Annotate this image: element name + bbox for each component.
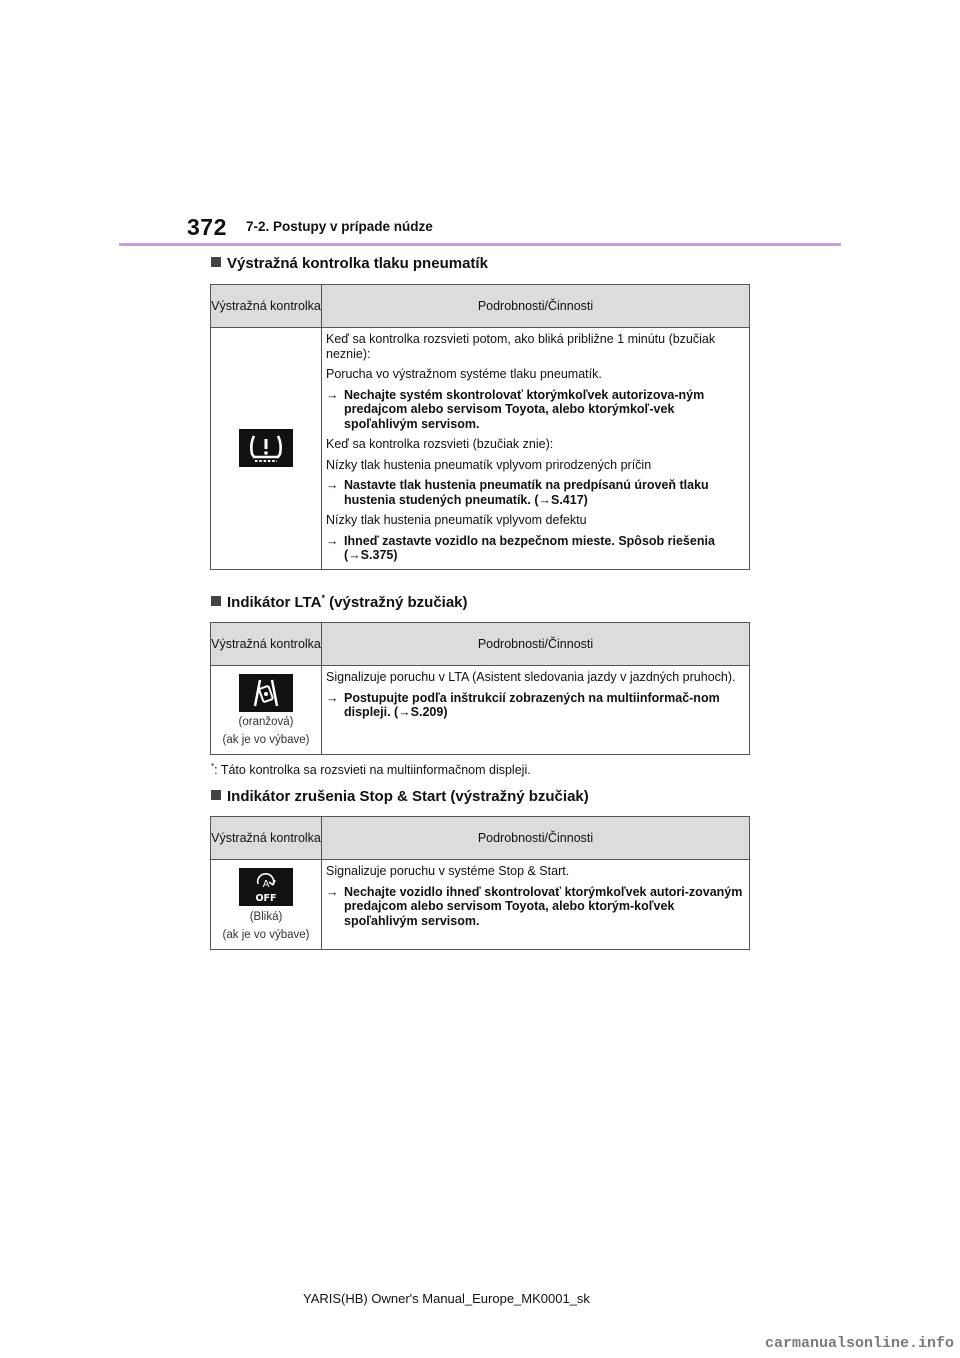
details-cell [322, 328, 750, 570]
lane-tracing-assist-icon [239, 674, 293, 712]
page-number: 372 [187, 214, 227, 240]
detail-text: Keď sa kontrolka rozsvieti potom, ako bliká približne 1 minútu (bzučiak neznie): [326, 332, 716, 361]
detail-text: Keď sa kontrolka rozsvieti (bzučiak znie): [326, 437, 554, 451]
table-tire-pressure [210, 284, 750, 570]
table-stop-start [210, 816, 750, 950]
header-warning-light: Výstražná kontrolka [211, 623, 322, 666]
table-row [211, 328, 750, 570]
footer-document-id: YARIS(HB) Owner's Manual_Europe_MK0001_sk [303, 1291, 590, 1306]
icon-cell [211, 666, 322, 755]
arrow-icon: → [326, 478, 339, 492]
arrow-icon: → [326, 387, 339, 402]
header-warning-light: Výstražná kontrolka [211, 817, 322, 860]
watermark: carmanualsonline.info [764, 1335, 954, 1352]
header-rule [119, 243, 841, 246]
table-header-row [211, 623, 750, 666]
stop-start-letter: A [262, 879, 270, 890]
detail-text: Nízky tlak hustenia pneumatík vplyvom prirodzených príčin [326, 457, 652, 472]
icon-caption-state: (Bliká) [249, 911, 283, 923]
detail-text: Signalizuje poruchu v LTA (Asistent sledovania jazdy v jazdných pruhoch). [326, 670, 736, 684]
detail-action: → Nechajte systém skontrolovať ktorýmkoľvek autorizova-ným predajcom alebo servisom Toyota, alebo ktorýmkoľ-vek spoľahlivým servisom. [326, 387, 705, 431]
header-details: Podrobnosti/Činnosti [322, 623, 750, 666]
icon-caption-color: (oranžová) [238, 716, 294, 728]
table-row [211, 666, 750, 755]
stop-start-off-icon [239, 868, 293, 906]
header-warning-light: Výstražná kontrolka [211, 285, 322, 328]
arrow-icon: → [326, 884, 339, 899]
table-header-row [211, 817, 750, 860]
detail-action: → Postupujte podľa inštrukcií zobrazených na multiinformač-nom displeji. (→S.209) [326, 690, 720, 719]
header-details: Podrobnosti/Činnosti [322, 285, 750, 328]
stop-start-off-label: OFF [255, 893, 277, 904]
detail-action: → Ihneď zastavte vozidlo na bezpečnom mieste. Spôsob riešenia (→S.375) [326, 533, 715, 562]
table-lta [210, 622, 750, 755]
icon-caption-equipment: (ak je vo výbave) [222, 929, 310, 941]
icon-cell [211, 328, 322, 570]
details-cell [322, 860, 750, 950]
tire-pressure-warning-icon [239, 429, 293, 467]
heading-bullet-icon [211, 257, 221, 267]
table-header-row [211, 285, 750, 328]
heading-bullet-icon [211, 790, 221, 800]
arrow-icon: → [326, 533, 339, 548]
icon-cell [211, 860, 322, 950]
heading-bullet-icon [211, 596, 221, 606]
table-row [211, 860, 750, 950]
detail-action: → Nastavte tlak hustenia pneumatík na predpísanú úroveň tlaku hustenia studených pneumatík. (→S.417) [326, 478, 709, 507]
section-heading-tire-pressure: Výstražná kontrolka tlaku pneumatík [211, 255, 488, 272]
detail-text: Signalizuje poruchu v systéme Stop & Start. [326, 864, 570, 878]
arrow-icon: → [326, 690, 339, 705]
icon-caption-equipment: (ak je vo výbave) [222, 734, 310, 746]
chapter-title: 7-2. Postupy v prípade núdze [246, 219, 433, 234]
section-heading-lta: Indikátor LTA* (výstražný bzučiak) [211, 593, 468, 611]
detail-text: Nízky tlak hustenia pneumatík vplyvom defektu [326, 513, 587, 527]
details-cell [322, 666, 750, 755]
detail-text: Porucha vo výstražnom systéme tlaku pneumatík. [326, 367, 602, 381]
header-details: Podrobnosti/Činnosti [322, 817, 750, 860]
section-heading-stop-start: Indikátor zrušenia Stop & Start (výstražný bzučiak) [211, 788, 589, 805]
detail-action: → Nechajte vozidlo ihneď skontrolovať ktorýmkoľvek autori-zovaným predajcom alebo servisom Toyota, alebo ktorým-koľvek spoľahlivým servisom. [326, 884, 743, 928]
footnote: *: Táto kontrolka sa rozsvieti na multiinformačnom displeji. [211, 762, 531, 778]
